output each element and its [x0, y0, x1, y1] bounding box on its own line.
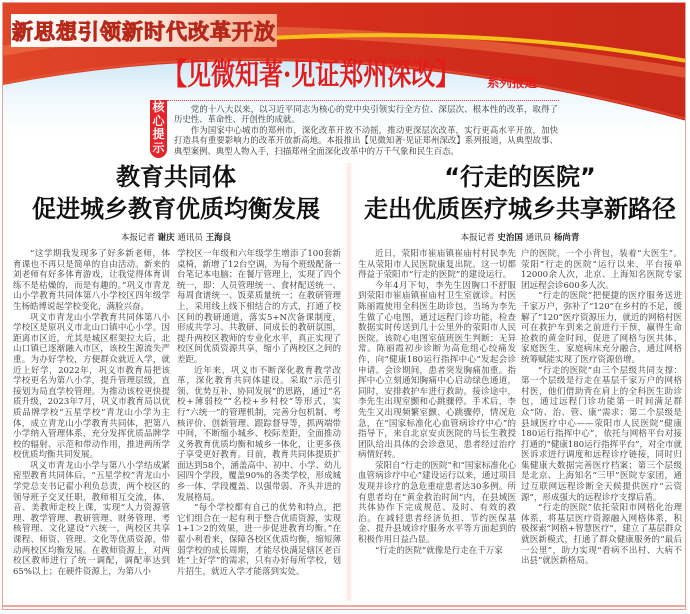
paragraph: “行走的医院”由三个层级共同支撑：第一个层级是行走在基层千家万户的网格村医，他们借助背在肩上的全科医生助诊包，通过远程门诊功能第一时间满足群众“防、治、管、康”需求；第二个层级是县域医疗中心——荥阳市人民医院“健康180运行指挥中心”，依托与网格平台对接打通的“健康180运行指挥平台”，对全市就医诉求进行调度和远程诊疗链接，同时归集健康大数据完善医疗档案；第三个层级是北京、上海知名“三甲”医院专家团，通过互联网远程诊断全天候提供医疗“云资源”，形成强大的远程诊疗支撑后盾。	[521, 365, 682, 503]
paragraph: 学校区一年级和六年级学生增添了100套新桌椅，新增了12台空调，为每个班级配备一台笔记本电脑；在餐厅管理上，实现了四个统一，即：人员管理统一、食材配送统一、每周食谱统一、饭菜质量统一；在教研管理上，采用线上线下相结合的方式，打通了校区间的教研通道，落实5+N次备课制度，形成共学习、共教研、同成长的教研氛围，提升两校区教师的专业化水平，真正实现了校区间优质资源共享，缩小了两校区之间的差距。	[177, 249, 341, 365]
hint-divider	[167, 100, 559, 101]
core-hint-char: 示	[152, 140, 165, 155]
paragraph: 今年4月下旬，李先生因胸口不舒服到荥阳市崔庙镇崔庙村卫生室就诊。村医陈丽霞使用全科医生助诊包，当场为李先生做了心电图，通过远程门诊功能，检查数据实时传送到几十公里外的荥阳市人民医院。该院心电图室值班医生判断：无异常。陈丽霞初步诊断为高危组心绞痛发作，向“健康180运行指挥中心”发起会诊申请。会诊期间，患者突发胸痛加重。指挥中心立刻通知胸痛中心启动绿色通道，同时，安排救护车进行救助。接诊途中，李先生出现室颤和心跳骤停。手术后，李先生又出现频繁室颤、心跳骤停，情况危急，在“国家标准化心血管病诊疗中心”的指导下，来自北京安贞医院的马长生教授团队给出具体的会诊意见，患者经过治疗病情好转。	[358, 280, 516, 461]
byline-label: 通讯员	[525, 233, 552, 243]
left-article-byline	[11, 233, 341, 244]
slogan-banner	[11, 14, 277, 47]
right-article-column-2	[521, 249, 682, 567]
paragraph: “行走的医院”把便捷的医疗服务送进千家万户，弥补了“120”在乡村的不足，缓解了“120”医疗资源压力，就近的网格村医可在救护车到来之前进行干预，赢得生命抢救的黄金时间，促进了网格与医共体、家庭医生、家庭病床充分融合，通过网格统筹赋能实现了医疗资源倍增。	[521, 291, 682, 365]
byline-label: 通讯员	[177, 233, 203, 243]
bottom-rule	[3, 605, 686, 607]
right-article-column-1	[358, 249, 516, 556]
byline-reporter: 史治国	[497, 233, 523, 243]
byline-label: 本报记者	[460, 233, 495, 243]
paragraph: “行走的医院”依托荥阳市网格化治理体系，将基层医疗资源融入网格体系，积极探索“网格+智慧医疗”，建立了基层群众就医新模式，打通了群众健康服务的“最后一公里”，助力实现“看病不出村、大病不出县”就医新格局。	[521, 503, 682, 567]
right-article-headline	[355, 161, 685, 225]
core-hint-char: 提	[152, 127, 165, 141]
left-article-headline	[11, 161, 341, 225]
series-title: 【见微知著·见证郑州深改】	[163, 55, 460, 92]
byline-correspondent: 王海良	[205, 233, 232, 243]
headline-line: 教育共同体	[116, 163, 236, 191]
paragraph: 巩义市青龙山小学教育共同体第八小学校区是原巩义市北山口镇中心小学。因距离市区近，尤其是城区框架拉大后，北山口镇已逐渐融入市区，该校生源流失严重。为办好学校，方便群众就近入学，就近上好学，2022年，巩义市教育局把该学校更名为第八小学，提升管理层级，直接划为局直学校管理。为推动该校更快提质升级，2023年7月，巩义市教育局以优质品牌学校“五星学校”青龙山小学为主体，成立青龙山小学教育共同体，把第八小学纳入管理体系，充分发挥优质品牌学校的辐射、示范和带动作用，推进两所学校优质均衡共同发展。	[13, 312, 170, 461]
paragraph: 荥阳自“行走的医院”和“国家标准化心血管病诊疗中心”建设运行以来，通过项目发现并诊疗的急危重症患者达30多例。所有患者均在“黄金救治时间”内，在县域医共体协作下完成规范、及时、有效的救治。在减轻患者经济负担、节约医保基金、提升县域诊疗服务水平等方面起到的积极作用日益凸显。	[358, 460, 516, 546]
paragraph: “这学期我发现多了好多新老师，体育课也不再只是简单的自由活动。新来的刘老师有好多体育游戏，让我觉得体育训练不是枯燥的，而是有趣的。”巩义市青龙山小学教育共同体第八小学校区四年级学生杨皓博说起学校变化，满脸兴奋。	[13, 249, 170, 312]
headline-line: 走出优质医疗城乡共享新路径	[364, 195, 676, 223]
series-tag: 系列报道	[487, 75, 538, 90]
left-article-column-1	[13, 249, 170, 577]
core-hint-tag	[150, 100, 167, 158]
paragraph: “行走的医院”就像是行走在千万家	[375, 545, 503, 556]
paragraph: 巩义市青龙山小学与第八小学结成紧密型教育共同体后，“五星学校”青龙山小学党总支书记翟小利负总责，两个校区的领导班子交叉任职，教师相互交流，体、音、美教师走校上课，实现“人力资源管理、教学管理、教研管理、财务管理、考核管理、文化建设”六统一，两校区共享课程、师资、管理、文化等优质资源，带动两校区均衡发展。在教师资源上，对两校区教师进行了统一调配，调配率达到65%以上；在硬件资源上，为第八小	[13, 460, 170, 577]
left-article-column-2	[177, 249, 341, 577]
article-divider	[345, 163, 353, 601]
byline-reporter: 谢庆	[157, 233, 175, 243]
paragraph: “每个学校都有自己的优势和特点，把它们组合在一起有利于整合优质资源，实现1+1＞2的效果，进一步促进教育均衡。”在翟小利看来，保障各校区优质均衡，缩短薄弱学校的成长周期，才能尽快满足辖区老百姓“上好学”的需求，只有办好每所学校，划片招生，就近入学才能落到实处。	[177, 503, 341, 577]
core-hint-paragraph: 党的十八大以来，以习近平同志为核心的党中央引领实行全方位、深层次、根本性的改革，取得了历史性、革命性、开创性的成就。	[174, 104, 558, 125]
right-article-byline	[355, 233, 685, 244]
paragraph: 近年来，巩义市不断深化教育教学改革，深化教育共同体建设。采取“示范引领、优势互补、协同发展”的思路，通过“名校+薄弱校”“名校+乡村校”等形式，实行“六统一”的管理机制，完善分包机制、考核评价、创新管理、跟踪督导等，抓两端带中间，不断缩小城乡、校际差距，全面推动义务教育优质均衡和城乡一体化，让更多孩子享受更好教育。目前，教育共同体提质扩面达到58个，涵盖高中、初中、小学、幼儿园四个学段，覆盖90%的各类学校，形成城乡一体、学段覆盖、以强带弱、齐头并进的发展格局。	[177, 365, 341, 503]
byline-correspondent: 杨尚青	[553, 233, 580, 243]
paragraph: 户的医院，一个小背包，装着“大医生”。荥阳“行走的医院”运行以来，平台接单12000余人次，北京、上海知名医院专家团远程会诊600多人次。	[521, 249, 682, 291]
byline-label: 本报记者	[120, 233, 155, 243]
core-hint-text	[174, 104, 558, 156]
core-hint-char: 心	[152, 113, 165, 128]
headline-line: “行走的医院”	[444, 163, 596, 191]
paragraph: 近日，荥阳市崔庙镇崔庙村村民李先生从荥阳市人民医院康复出院。这一切都得益于荥阳市“行走的医院”的建设运行。	[358, 249, 516, 281]
slogan-text: 新思想引领新时代改革开放	[12, 19, 276, 44]
headline-line: 促进城乡教育优质均衡发展	[32, 195, 320, 223]
core-hint-char: 核	[152, 100, 165, 114]
core-hint-paragraph: 作为国家中心城市的郑州市，深化改革开放不动摇，推动更深层次改革，实行更高水平开放，加快打造具有重要影响力的改革开放新高地。本报推出【见微知著·见证郑州深改】系列报道，从典型故事、典型案例、典型人物入手，扫描郑州全面深化改革中的万千气象和民生百态。	[174, 124, 558, 156]
newspaper-page	[2, 2, 686, 610]
